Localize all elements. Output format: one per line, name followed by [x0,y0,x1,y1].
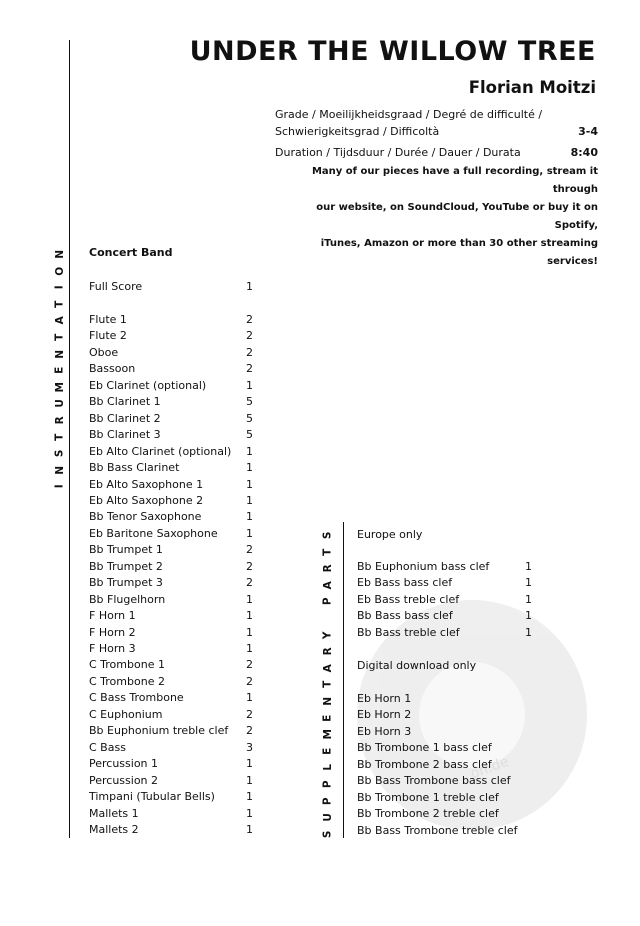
duration-label: Duration / Tijdsduur / Durée / Dauer / Durata [275,146,521,159]
part-qty: 1 [246,477,253,491]
part-qty: 2 [246,345,253,359]
part-name: Bb Trumpet 1 [89,543,163,557]
part-qty: 1 [246,625,253,639]
part-name: Eb Clarinet (optional) [89,378,207,392]
part-name: Eb Alto Saxophone 2 [89,493,204,507]
part-qty: 2 [246,543,253,557]
part-name: Eb Horn 2 [357,708,412,722]
vertical-label-text [60,494,61,495]
part-name: Mallets 1 [89,806,139,820]
part-qty: 2 [246,329,253,343]
part-name: Bb Trumpet 3 [89,576,163,590]
part-name: C Trombone 2 [89,674,165,688]
part-name: Oboe [89,345,119,359]
grade-block [275,106,598,140]
part-name: Bb Clarinet 1 [89,395,161,409]
part-name: Percussion 1 [89,757,159,771]
part-qty: 1 [246,378,253,392]
part-qty: 1 [246,609,253,623]
promo-line: iTunes, Amazon or more than 30 other streaming services! [320,238,598,267]
part-name: Eb Alto Clarinet (optional) [89,444,232,458]
part-qty: 1 [525,625,532,639]
part-qty: 1 [525,592,532,606]
part-qty: 5 [246,395,253,409]
part-name: Bb Bass Trombone treble clef [357,823,518,837]
part-name: Eb Baritone Saxophone [89,526,218,540]
vertical-label-text [328,841,329,842]
part-qty: 5 [246,428,253,442]
grade-label-line1: Grade / Moeilijkheidsgraad / Degré de difficulté / [275,108,543,121]
part-qty: 1 [246,757,253,771]
part-qty: 1 [246,526,253,540]
instrumentation-vertical-label: I N S T R U M E N T A T I O N [52,246,68,495]
promo-line: Many of our pieces have a full recording, stream it through [311,166,598,195]
part-name: Flute 1 [89,313,127,326]
part-name: Bb Bass Trombone bass clef [357,774,511,788]
part-name: Eb Bass treble clef [357,592,460,606]
part-name: C Trombone 1 [89,658,165,672]
part-qty: 2 [246,658,253,672]
part-qty: 1 [246,444,253,458]
part-qty: 5 [246,411,253,425]
duration-block [275,144,598,161]
part-name: F Horn 2 [89,625,136,639]
duration-value: 8:40 [570,146,598,159]
page-title: UNDER THE WILLOW TREE [189,36,596,67]
part-name: Bb Bass treble clef [357,625,460,639]
part-name: Bb Tenor Saxophone [89,510,202,524]
part-qty: 1 [246,773,253,787]
part-name: C Bass Trombone [89,691,184,705]
part-name: Bb Bass Clarinet [89,461,180,475]
part-name: Percussion 2 [89,773,159,787]
part-qty: 2 [246,724,253,738]
part-qty: 1 [246,280,253,293]
part-qty: 3 [246,740,253,754]
part-name: Flute 2 [89,329,127,343]
part-qty: 1 [246,691,253,705]
part-qty: 2 [246,362,253,376]
part-qty: 1 [246,461,253,475]
part-name: Eb Horn 3 [357,724,412,738]
part-qty: 2 [246,559,253,573]
part-name: Bb Trombone 1 bass clef [357,741,492,755]
part-qty: 1 [246,642,253,655]
promo-line: our website, on SoundCloud, YouTube or buy it on Spotify, [316,202,598,231]
part-name: Bb Clarinet 3 [89,428,161,442]
part-name: Bb Clarinet 2 [89,411,161,425]
part-name: Mallets 2 [89,822,139,836]
part-name: Bassoon [89,362,136,376]
part-name: Bb Flugelhorn [89,592,166,606]
part-qty: 1 [246,822,253,836]
part-name: Bb Trumpet 2 [89,559,163,573]
part-qty: 1 [246,592,253,606]
part-name: Bb Euphonium bass clef [357,560,490,573]
part-name: Timpani (Tubular Bells) [89,790,215,804]
part-name: C Euphonium [89,707,163,721]
part-name: C Bass [89,740,126,754]
part-name: Full Score [89,280,143,293]
grade-value: 3-4 [578,125,598,138]
part-qty: 2 [246,576,253,590]
grade-label-line2: Schwierigkeitsgrad / Difficoltà [275,125,440,138]
part-name: F Horn 1 [89,609,136,623]
part-name: Bb Euphonium treble clef [89,724,229,738]
middle-rule [343,522,344,838]
part-name: Eb Horn 1 [357,692,412,705]
concert-band-heading: Concert Band [89,246,173,259]
part-qty: 2 [246,707,253,721]
part-name: F Horn 3 [89,642,136,655]
watermark-text: on.de [468,753,511,783]
part-name: Bb Trombone 2 bass clef [357,757,492,771]
part-name: Eb Bass bass clef [357,576,453,590]
part-qty: 1 [525,576,532,590]
part-name: Bb Trombone 1 treble clef [357,790,499,804]
part-qty: 1 [525,609,532,623]
streaming-promo [275,163,598,271]
part-qty: 1 [246,510,253,524]
part-qty: 1 [246,806,253,820]
part-qty: 1 [525,560,532,573]
part-qty: 1 [246,493,253,507]
supplementary-parts-vertical-label: S U P P L E M E N T A R Y P A R T S [320,527,336,842]
part-name: Bb Trombone 2 treble clef [357,807,499,821]
composer-name: Florian Moitzi [468,78,596,97]
part-qty: 1 [246,790,253,804]
part-name: Eb Alto Saxophone 1 [89,477,204,491]
part-qty: 2 [246,674,253,688]
part-name: Bb Bass bass clef [357,609,453,623]
part-qty: 2 [246,313,253,326]
left-rule [69,40,70,838]
